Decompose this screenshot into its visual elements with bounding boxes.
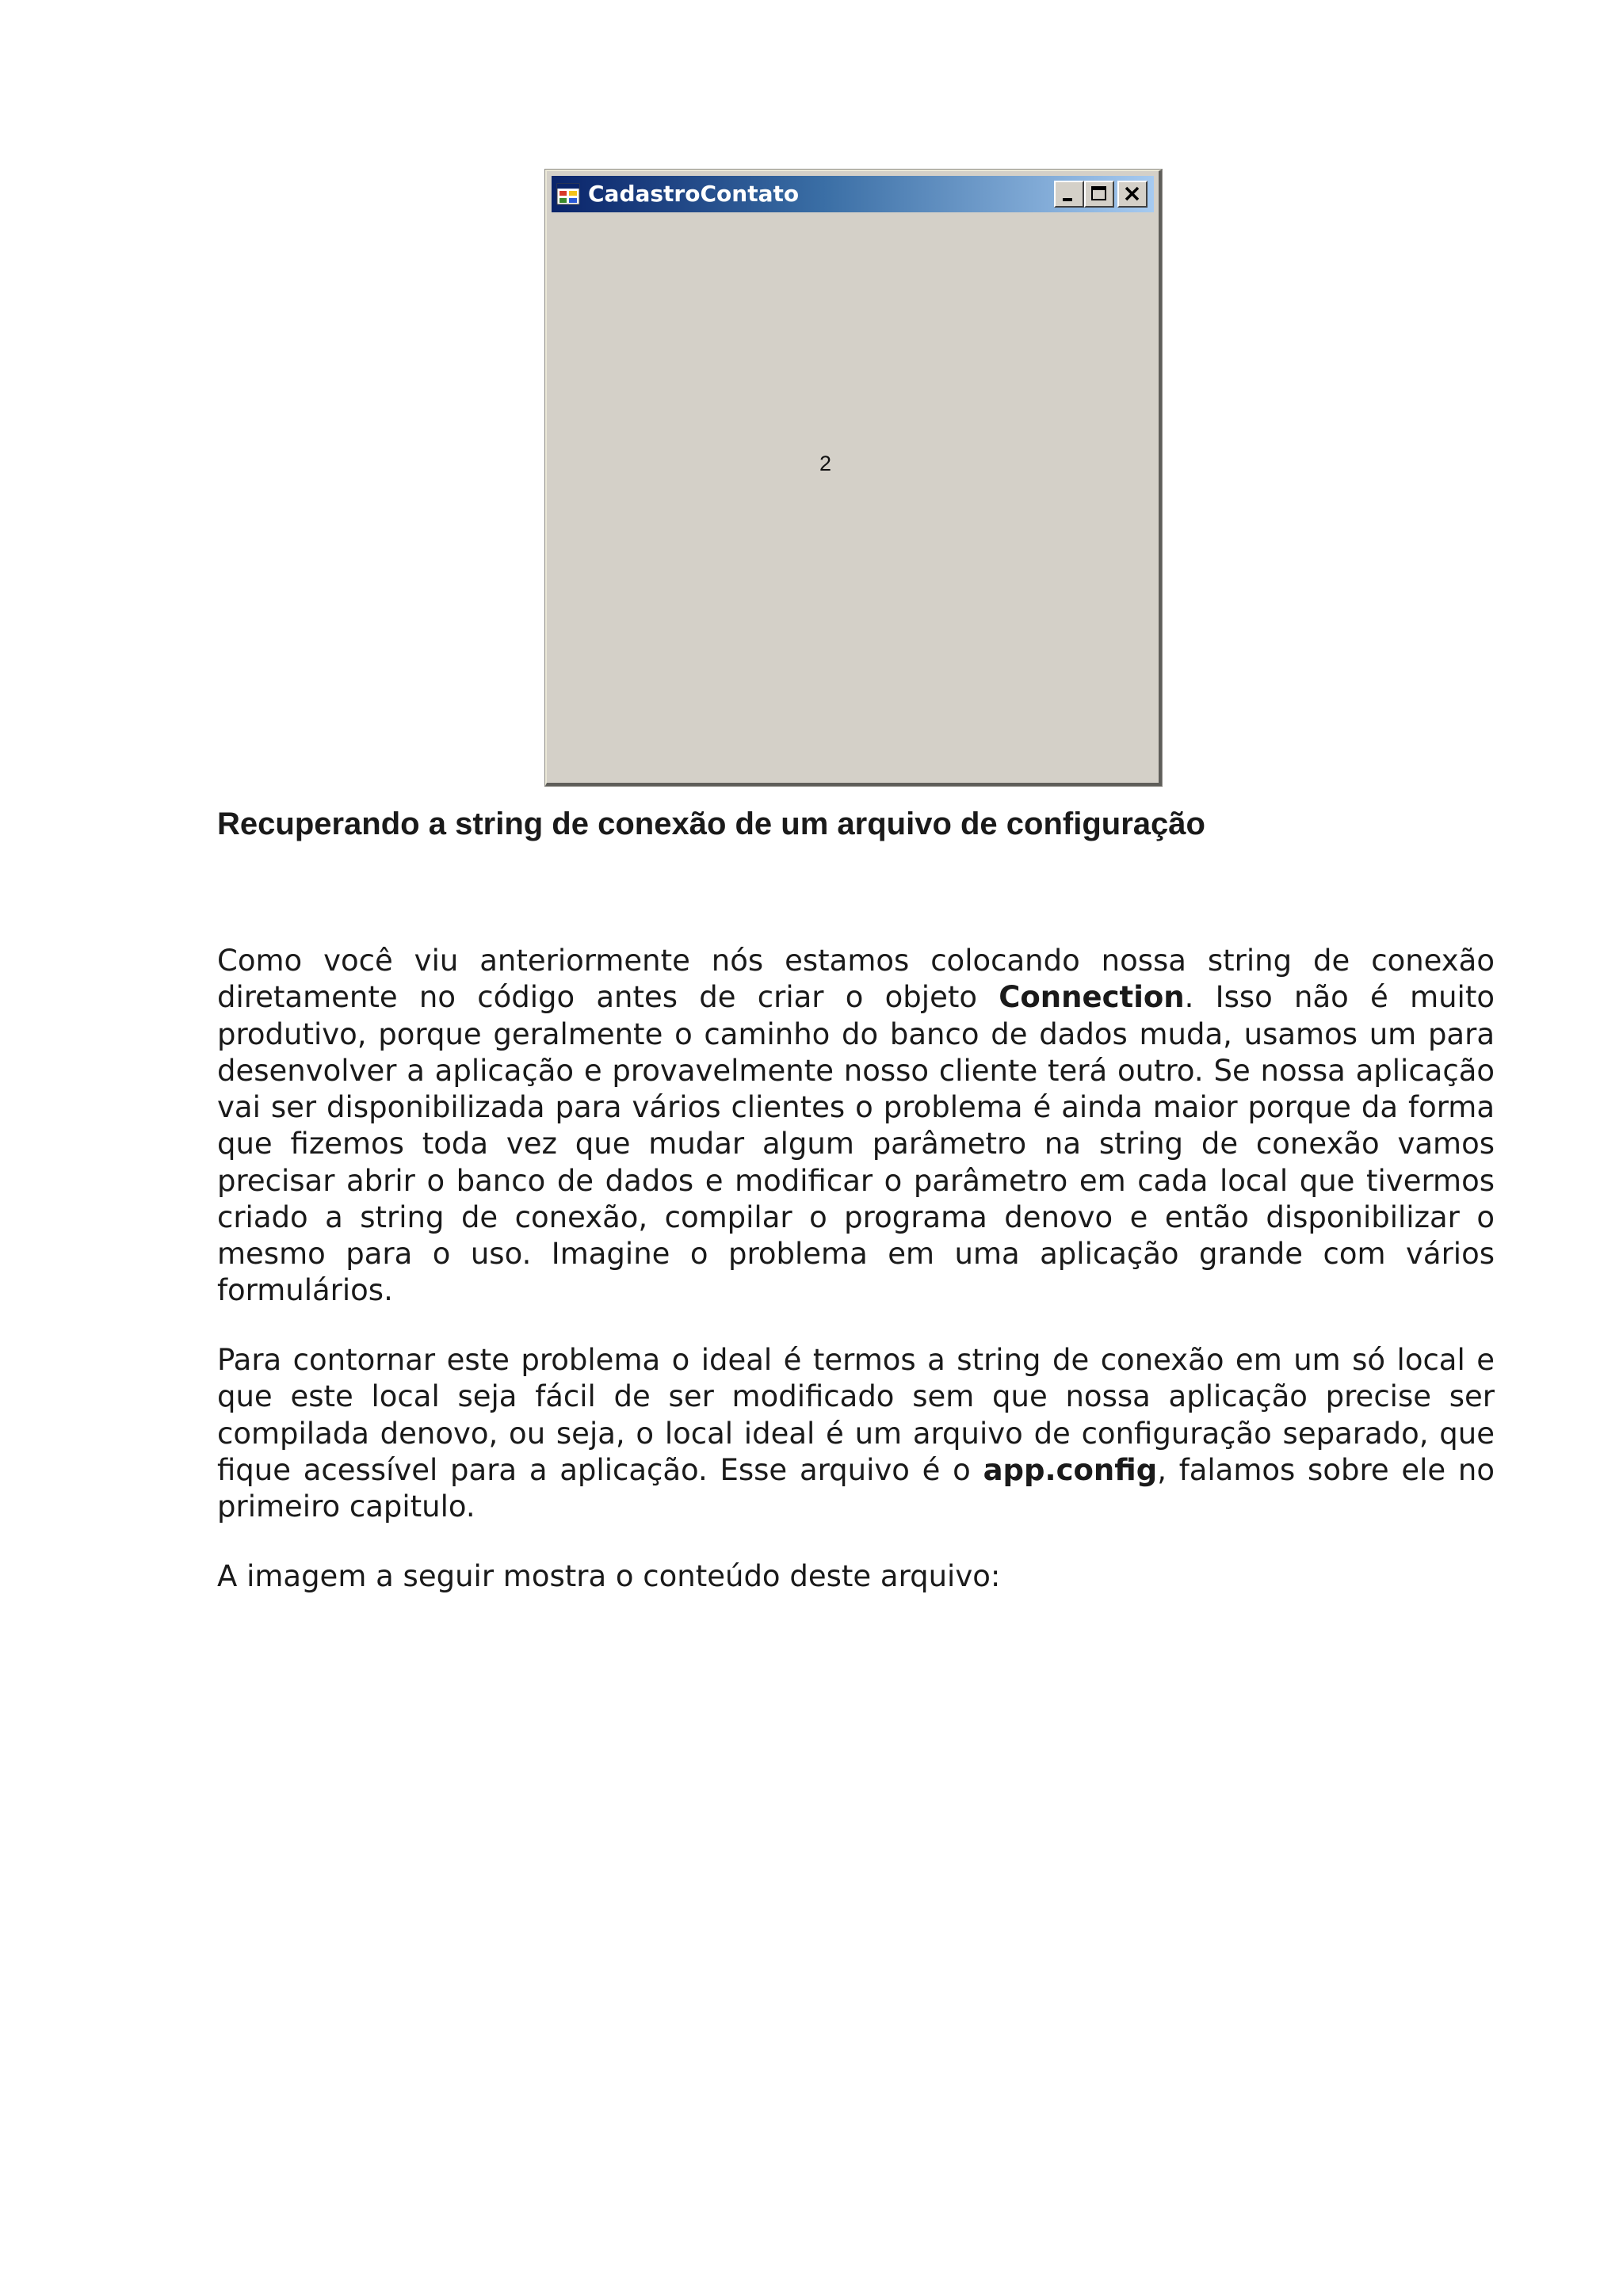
maximize-icon <box>1086 182 1113 206</box>
connection-keyword: Connection <box>999 980 1185 1015</box>
close-button[interactable] <box>1117 181 1148 208</box>
paragraph-2 <box>217 1342 1495 1525</box>
app-config-keyword: app.config <box>983 1452 1158 1487</box>
window-client-area <box>552 215 1154 778</box>
minimize-button[interactable] <box>1054 181 1084 208</box>
application-icon <box>556 183 580 205</box>
paragraph-2-text-b: , falamos sobre ele no primeiro capitulo. <box>217 1452 1495 1524</box>
maximize-button[interactable] <box>1084 181 1114 208</box>
window-title: CadastroContato <box>588 181 800 207</box>
close-icon <box>1119 182 1146 206</box>
minimize-icon <box>1056 182 1083 206</box>
cadastro-contato-window <box>545 170 1162 786</box>
paragraph-1 <box>217 943 1495 1310</box>
paragraph-1-text-b: . Isso não é muito produtivo, porque geralmente o caminho do banco de dados muda, usamos um para desenvolver a aplicação e provavelmente nosso cliente terá outro. Se nossa aplicação vai ser disponibilizada para vários clientes o problema é ainda maior porque da forma que fizemos toda vez que mudar algum parâmetro na string de conexão vamos precisar abrir o banco de dados e modificar o parâmetro em cada local que tivermos criado a string de conexão, compilar o programa denovo e então disponibilizar o mesmo para o uso. Imagine o problema em uma aplicação grande com vários formulários. <box>217 980 1495 1308</box>
paragraph-3: A imagem a seguir mostra o conteúdo deste arquivo: <box>217 1559 1001 1593</box>
window-controls <box>1054 181 1148 208</box>
window-title-bar[interactable] <box>552 176 1154 212</box>
label-two: 2 <box>819 452 832 475</box>
paragraph-1-text-a: Como você viu anteriormente nós estamos colocando nossa string de conexão diretamente no código antes de criar o objeto <box>217 944 1495 1015</box>
paragraph-2-text-a: Para contornar este problema o ideal é termos a string de conexão em um só local e que este local seja fácil de ser modificado sem que nossa aplicação precise ser compilada denovo, ou seja, o local ideal é um arquivo de configuração separado, que fique acessível para a aplicação. Esse arquivo é o <box>217 1343 1495 1487</box>
section-heading: Recuperando a string de conexão de um arquivo de configuração <box>217 807 1205 841</box>
